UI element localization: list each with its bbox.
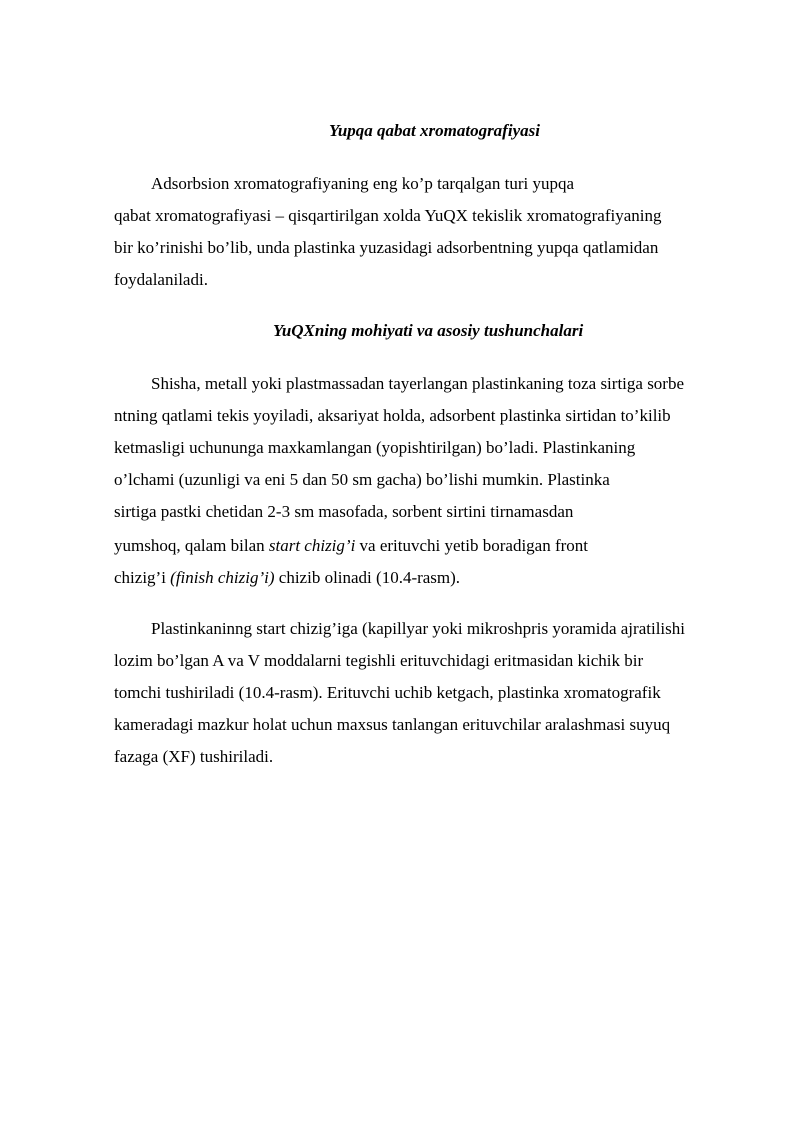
paragraph-1-line-1: Adsorbsion xromatografiyaning eng ko’p tarqalgan turi yupqa [151, 174, 575, 193]
paragraph-3-line-5: fazaga (XF) tushiriladi. [114, 747, 274, 766]
paragraph-2-line-7-tail: chizib olinadi (10.4-rasm). [274, 568, 461, 587]
paragraph-3-line-1: Plastinkaninng start chizig’iga (kapillyar yoki mikroshpris yoramida ajratilishi [151, 619, 685, 638]
paragraph-1-line-2-text: qabat xromatografiyasi – qisqartirilgan xolda YuQX tekislik xromatografiyaning [114, 206, 662, 225]
paragraph-2-line-6-tail: va erituvchi yetib boradigan front [355, 536, 589, 555]
paragraph-2-line-5: sirtiga pastki chetidan 2-3 sm masofada, sorbent sirtini tirnamasdan [114, 502, 574, 521]
paragraph-2-line-2: ntning qatlami tekis yoyiladi, aksariyat holda, adsorbent plastinka sirtidan to’kilib [114, 406, 671, 425]
paragraph-3-line-3: tomchi tushiriladi (10.4-rasm). Erituvchi uchib ketgach, plastinka xromatografik [114, 683, 661, 702]
paragraph-2-line-7 [114, 568, 460, 588]
paragraph-2-line-6 [114, 536, 588, 556]
paragraph-3-line-4: kameradagi mazkur holat uchun maxsus tanlangan erituvchilar aralashmasi suyuq [114, 715, 671, 734]
paragraph-2-line-4: o’lchami (uzunligi va eni 5 dan 50 sm gacha) bo’lishi mumkin. Plastinka [114, 470, 610, 489]
section-title: Yupqa qabat xromatografiyasi [329, 121, 540, 140]
paragraph-1-line-3: bir ko’rinishi bo’lib, unda plastinka yuzasidagi adsorbentning yupqa qatlamidan [114, 238, 659, 257]
paragraph-1-line-2 [114, 206, 662, 226]
paragraph-2-line-6-text: yumshoq, qalam bilan [114, 536, 269, 555]
paragraph-2-line-7-text: chizig’i [114, 568, 171, 587]
start-line-term: start chizig’i [268, 536, 356, 555]
paragraph-2-line-1: Shisha, metall yoki plastmassadan tayerlangan plastinkaning toza sirtiga sorbe [151, 374, 685, 393]
paragraph-3-line-2: lozim bo’lgan A va V moddalarni tegishli erituvchidagi eritmasidan kichik bir [114, 651, 644, 670]
paragraph-1-line-4: foydalaniladi. [114, 270, 208, 289]
finish-line-term: (finish chizig’i) [170, 568, 275, 587]
subsection-title: YuQXning mohiyati va asosiy tushunchalari [273, 321, 584, 340]
paragraph-2-line-3: ketmasligi uchununga maxkamlangan (yopishtirilgan) bo’ladi. Plastinkaning [114, 438, 636, 457]
